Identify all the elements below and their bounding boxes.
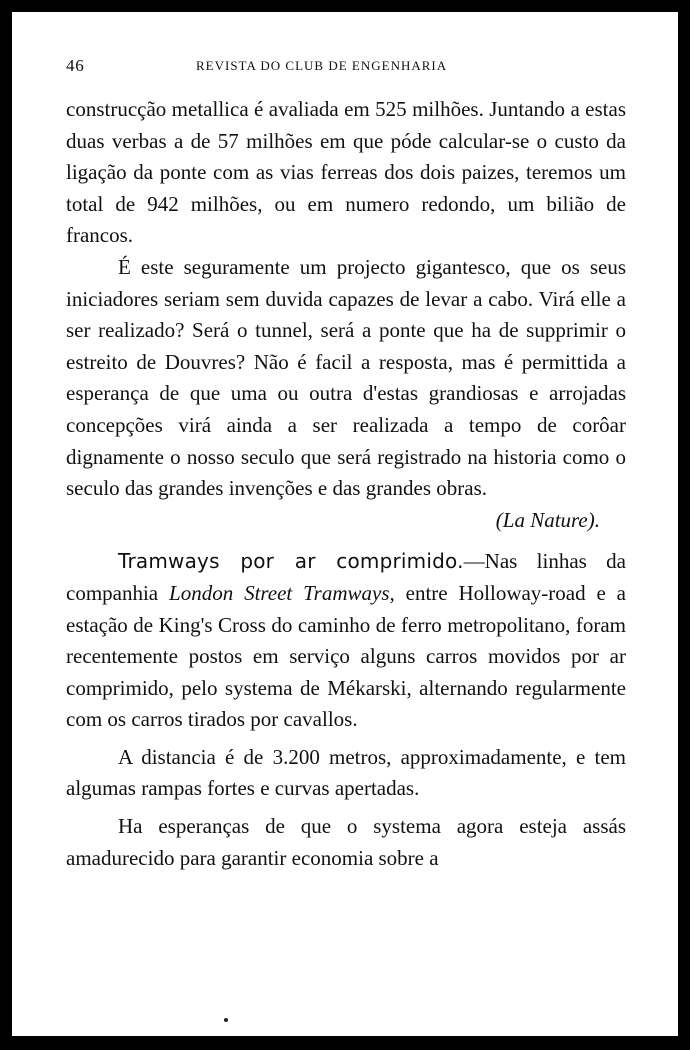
running-header xyxy=(66,56,626,80)
paragraph-3-intro: —Nas linhas da companhia xyxy=(66,549,626,605)
paragraph-5: Ha esperanças de que o systema agora esteja assás amadurecido para garantir economia sobre a xyxy=(66,814,626,870)
book-page xyxy=(12,12,678,1036)
source-attribution: (La Nature). xyxy=(495,507,600,532)
paragraph-2: É este seguramente um projecto gigantesco, que os seus iniciadores seriam sem duvida capazes de levar a cabo. Virá elle a ser realizado? Será o tunnel, será a ponte que ha de supprimir o estreito de Douvres? Não é facil a resposta, mas é permittida a esperança de que uma ou outra d'estas grandiosas e arrojadas concepções virá ainda a ser realizada a tempo de corôar dignamente o nosso seculo que será registrado na historia como o seculo das grandes invenções e das grandes obras. xyxy=(66,254,626,501)
paragraph-3 xyxy=(66,546,626,736)
company-name: London Street Tramways, xyxy=(169,580,395,605)
paragraph-1: construcção metallica é avaliada em 525 milhões. Juntando a estas duas verbas a de 57 milhões em que póde calcular-se o custo da ligação da ponte com as vias ferreas dos dois paizes, teremos um total de 942 milhões, ou em numero redondo, um bilião de francos. xyxy=(66,97,626,248)
printing-mark xyxy=(224,1018,228,1022)
paragraph-4: A distancia é de 3.200 metros, approximadamente, e tem algumas rampas fortes e curvas apertadas. xyxy=(66,744,626,801)
page-number: 46 xyxy=(66,56,85,75)
journal-title: REVISTA DO CLUB DE ENGENHARIA xyxy=(196,58,448,73)
body-text xyxy=(66,94,626,874)
paragraph-3-body: entre Holloway-road e a estação de King's Cross do caminho de ferro metropolitano, foram recentemente postos em serviço alguns carros movidos por ar comprimido, pelo systema de Mékarski, alternando regularmente com os carros tirados por cavallos. xyxy=(66,580,626,732)
article-heading: Tramways por ar comprimido. xyxy=(118,549,464,574)
